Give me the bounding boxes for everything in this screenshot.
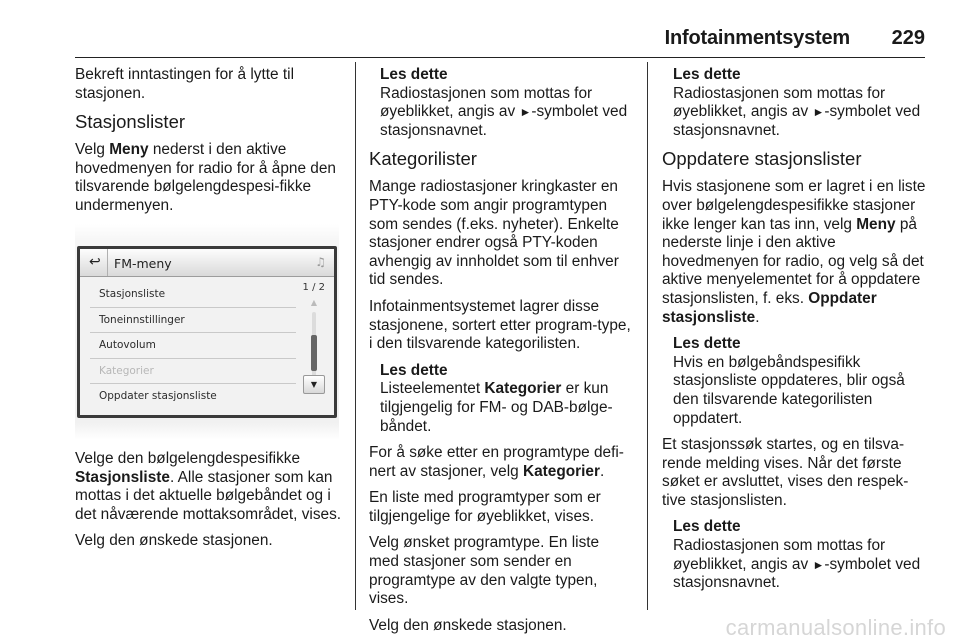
scroll-up-icon: ▲	[310, 298, 318, 307]
paragraph	[75, 141, 343, 215]
paragraph: En liste med programtyper som er tilgjengelige for øyeblikket, vises.	[369, 489, 601, 525]
note-box	[673, 335, 928, 428]
watermark: carmanualsonline.info	[725, 615, 946, 641]
column-1-lower	[75, 450, 343, 559]
play-triangle-icon: ►	[519, 105, 532, 120]
menu-item-kategorier: Kategorier	[90, 359, 296, 385]
paragraph: Mange radiostasjoner kringkaster en PTY-kode som angir programtypen som sendes (f.eks. nyheter). Enkelte stasjoner endrer også PTY-koden avhengig av innholdet som til enhver tid sendes.	[369, 178, 619, 289]
bold-term: Meny	[856, 215, 896, 233]
text: Velge den bølgelengdespesifikke	[75, 450, 301, 467]
section-heading-update: Oppdatere stasjonslister	[662, 148, 862, 170]
text: -symbolet ved stasjonsnavnet.	[673, 103, 921, 139]
note-heading: Les dette	[673, 335, 741, 353]
page-number: 229	[891, 27, 925, 49]
page-indicator: 1 / 2	[302, 282, 325, 293]
page-header-title: Infotainmentsystem	[664, 27, 850, 49]
paragraph	[662, 178, 928, 327]
fm-menu-screenshot	[75, 224, 339, 440]
intro-paragraph: Bekreft inntastingen for å lytte til stasjonen.	[75, 66, 295, 102]
text: -symbolet ved stasjonsnavnet.	[673, 555, 921, 592]
note-heading: Les dette	[673, 518, 741, 536]
paragraph: Et stasjonssøk startes, og en tilsva-rende melding vises. Når det første søket er avsluttet, vises den respek-tive stasjonslisten.	[662, 436, 909, 509]
bold-term: Oppdater stasjonsliste	[662, 289, 877, 326]
screen-bezel	[77, 246, 337, 418]
section-heading-categories: Kategorilister	[369, 148, 477, 170]
play-triangle-icon: ►	[812, 557, 825, 572]
bold-term: Meny	[109, 141, 149, 159]
menu-item-toneinnstillinger[interactable]: Toneinnstillinger	[90, 308, 296, 334]
note-box	[673, 66, 928, 140]
text: Radiostasjonen som mottas for øyeblikket, angis av	[380, 84, 593, 121]
column-1	[75, 66, 343, 224]
text: nederst i den aktive hovedmenyen for radio for å åpne den tilsvarende bølgelengdespesi-fikke undermenyen.	[75, 141, 336, 214]
menu-list	[90, 282, 296, 409]
note-box	[673, 518, 928, 592]
bold-term: Kategorier	[523, 462, 600, 480]
note-heading: Les dette	[673, 66, 741, 83]
text: Radiostasjonen som mottas for øyeblikket, angis av	[673, 537, 886, 573]
paragraph: Velg ønsket programtype. En liste med stasjoner som sender en programtype av den valgte typen, vises.	[369, 534, 600, 608]
header-separator	[107, 249, 108, 276]
paragraph: Velg den ønskede stasjonen.	[75, 532, 273, 550]
screen-title: FM-meny	[114, 256, 172, 271]
column-2	[369, 66, 633, 643]
column-divider	[647, 62, 648, 610]
play-triangle-icon: ►	[812, 105, 825, 120]
text: .	[755, 308, 760, 326]
column-divider	[355, 62, 356, 610]
text: . Alle stasjoner som kan mottas i det aktuelle bølgebåndet og i det nåværende mottaksområdet, vises.	[75, 468, 342, 523]
menu-item-oppdater-stasjonsliste[interactable]: Oppdater stasjonsliste	[99, 390, 217, 403]
bold-term: Stasjonsliste	[75, 468, 170, 486]
paragraph	[75, 450, 343, 524]
scrollbar-thumb[interactable]	[311, 335, 317, 371]
text: på nederste linje i den aktive hovedmenyen for radio, og velg så det aktive menyelementet for å oppdatere stasjonslisten, f. eks.	[662, 215, 924, 307]
column-3	[662, 66, 928, 601]
back-arrow-icon[interactable]: ↩	[89, 254, 101, 270]
section-heading-stations: Stasjonslister	[75, 111, 186, 133]
paragraph: Infotainmentsystemet lagrer disse stasjonene, sortert etter program-type, i den tilsvarende kategorilisten.	[369, 297, 631, 353]
note-box	[380, 362, 633, 436]
text: Velg	[75, 141, 110, 159]
text: -symbolet ved stasjonsnavnet.	[380, 103, 628, 139]
paragraph: Velg den ønskede stasjonen.	[369, 616, 567, 634]
header-divider	[75, 57, 925, 58]
screen-display	[80, 249, 334, 415]
note-heading: Les dette	[380, 361, 448, 379]
text: For å søke etter en programtype defi-nert av stasjoner, velg	[369, 444, 624, 480]
music-note-icon[interactable]: ♫	[315, 255, 326, 269]
scroll-down-button[interactable]: ▼	[303, 375, 325, 394]
note-heading: Les dette	[380, 66, 448, 83]
text: .	[599, 462, 605, 480]
paragraph	[369, 444, 633, 481]
screen-header	[80, 249, 334, 277]
text: Hvis en bølgebåndspesifikk stasjonsliste oppdateres, blir også den tilsvarende kategorilisten oppdatert.	[673, 353, 905, 427]
menu-item-stasjonsliste[interactable]: Stasjonsliste	[90, 282, 296, 308]
text: Listeelementet	[380, 380, 485, 398]
menu-item-autovolum[interactable]: Autovolum	[90, 333, 296, 359]
bold-term: Kategorier	[484, 380, 562, 398]
text: er kun tilgjengelig for FM- og DAB-bølge-båndet.	[380, 380, 613, 435]
note-box	[380, 66, 633, 140]
text: Hvis stasjonene som er lagret i en liste over bølgelengdespesifikke stasjoner ikke lenger kan tas inn, velg	[662, 178, 926, 233]
text: Radiostasjonen som mottas for øyeblikket, angis av	[673, 84, 886, 121]
